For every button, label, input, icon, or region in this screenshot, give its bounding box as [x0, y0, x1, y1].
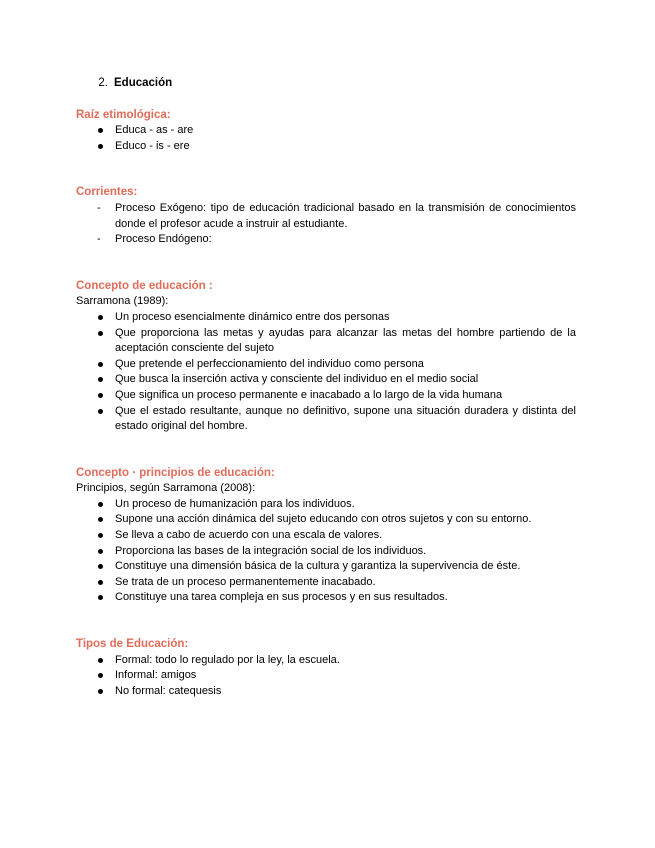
concepto-list: [76, 310, 576, 435]
heading-number: 2.: [98, 77, 108, 89]
concepto-title: Concepto de educación :: [76, 279, 213, 292]
section-principios: [76, 466, 576, 606]
tipos-title: Tipos de Educación:: [76, 638, 189, 651]
list-item: Educa - as - are: [76, 123, 576, 139]
section-raiz: [76, 108, 576, 155]
section-concepto: [76, 279, 576, 435]
concepto-source: Sarramona (1989):: [76, 295, 169, 308]
list-item: Que el estado resultante, aunque no definitivo, supone una situación duradera y distinta del estado original del hombre.: [76, 404, 576, 435]
list-item: Que busca la inserción activa y consciente del individuo en el medio social: [76, 372, 576, 388]
heading-title: Educación: [114, 77, 173, 89]
list-item: - Proceso Endógeno:: [76, 232, 576, 248]
numbered-heading: [76, 76, 576, 92]
list-item: Proporciona las bases de la integración social de los individuos.: [76, 544, 576, 560]
list-item: Que proporciona las metas y ayudas para alcanzar las metas del hombre partiendo de la aceptación consciente del sujeto: [76, 326, 576, 357]
raiz-list: [76, 123, 576, 154]
list-item: Constituye una tarea compleja en sus procesos y en sus resultados.: [76, 590, 576, 606]
principios-list: [76, 497, 576, 606]
list-item: Se lleva a cabo de acuerdo con una escala de valores.: [76, 528, 576, 544]
list-item: Que significa un proceso permanente e inacabado a lo largo de la vida humana: [76, 388, 576, 404]
corrientes-title: Corrientes:: [76, 186, 138, 199]
list-item: Educo - is - ere: [76, 139, 576, 155]
list-item: Constituye una dimensión básica de la cultura y garantiza la supervivencia de éste.: [76, 559, 576, 575]
principios-title: Concepto · principios de educación:: [76, 466, 275, 479]
document-body: [76, 76, 576, 699]
list-item: Se trata de un proceso permanentemente inacabado.: [76, 575, 576, 591]
list-item: - Proceso Exógeno: tipo de educación tradicional basado en la transmisión de conocimientos donde el profesor acude a instruir al estudiante.: [76, 201, 576, 232]
raiz-title: Raíz etimológica:: [76, 108, 171, 121]
list-item: Informal: amigos: [76, 668, 576, 684]
list-item: Que pretende el perfeccionamiento del individuo como persona: [76, 357, 576, 373]
list-item: Un proceso esencialmente dinámico entre dos personas: [76, 310, 576, 326]
section-tipos: [76, 637, 576, 699]
section-corrientes: [76, 185, 576, 247]
principios-source: Principios, según Sarramona (2008):: [76, 482, 256, 495]
tipos-list: [76, 653, 576, 700]
list-item: No formal: catequesis: [76, 684, 576, 700]
list-item: Supone una acción dinámica del sujeto educando con otros sujetos y con su entorno.: [76, 512, 576, 528]
corrientes-list: [76, 201, 576, 248]
list-item: Formal: todo lo regulado por la ley, la escuela.: [76, 653, 576, 669]
list-item: Un proceso de humanización para los individuos.: [76, 497, 576, 513]
